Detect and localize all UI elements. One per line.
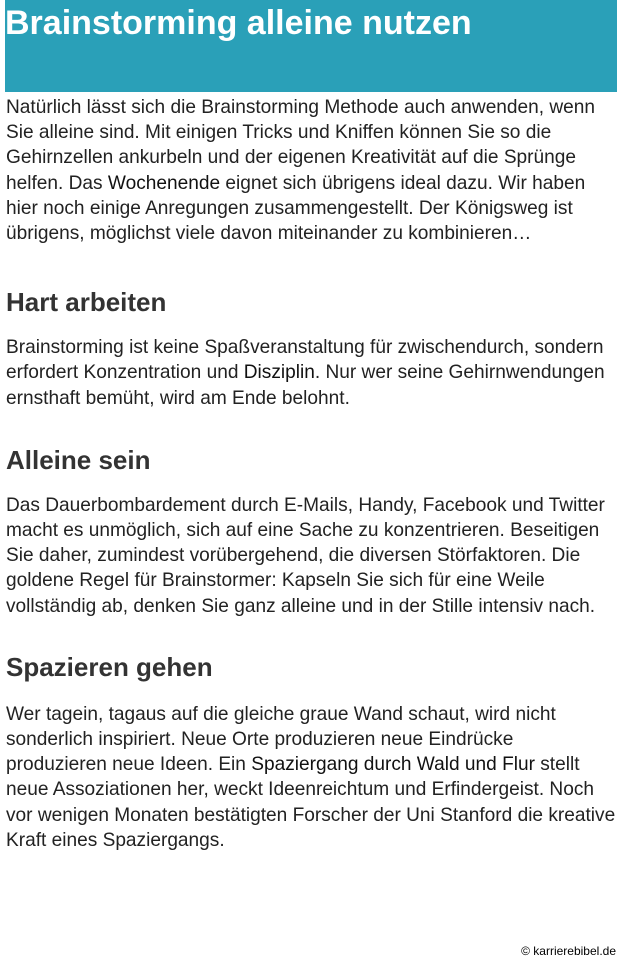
section-heading-hart-arbeiten: Hart arbeiten — [6, 287, 167, 318]
spazieren-gehen-text-start: Wer tagein, tagaus auf die gleiche graue Wand schaut, wird nicht sonderlich inspiriert. Neue Orte produzieren neue Eindrücke produzieren neue Ideen. Ein — [6, 703, 556, 776]
hart-arbeiten-text-end: . Nur wer seine Gehirnwendungen ernsthaft bemüht, wird am Ende belohnt. — [6, 362, 605, 409]
spazieren-gehen-text-end: stellt neue Assoziationen her, weckt Ideenreichtum und Erfindergeist. Noch vor wenigen Monaten bestätigten Forscher der Uni Stanford die kreative Kraft eines Spaziergangs. — [6, 754, 616, 851]
section-heading-alleine-sein: Alleine sein — [6, 444, 151, 475]
intro-text-start: Natürlich lässt sich die Brainstorming Methode auch anwenden, wenn Sie alleine sind. Mit einigen Tricks und Kniffen können Sie so die Gehirnzellen ankurbeln und der eigenen Kreativität auf die Sprünge helfen. Das — [6, 97, 596, 194]
article-body — [6, 93, 616, 853]
spaziergang-link[interactable]: Spaziergang durch Wald und Flur — [251, 754, 535, 776]
page-title: Brainstorming alleine nutzen — [5, 4, 472, 42]
disziplin-link[interactable]: Disziplin — [243, 362, 315, 384]
section-paragraph-alleine-sein: Das Dauerbombardement durch E-Mails, Handy, Facebook und Twitter macht es unmöglich, sich auf eine Sache zu konzentrieren. Beseitigen Sie daher, zumindest vorübergehend, die diversen Störfaktoren. Die goldene Regel für Brainstormer: Kapseln Sie sich für eine Weile vollständig ab, denken Sie ganz alleine und in der Stille intensiv nach. — [6, 494, 605, 617]
wochenende-link[interactable]: Wochenende — [107, 172, 221, 194]
copyright-notice: © karrierebibel.de — [521, 944, 616, 958]
section-paragraph-hart-arbeiten — [6, 335, 616, 411]
section-paragraph-spazieren-gehen — [6, 702, 616, 853]
intro-paragraph — [6, 95, 616, 246]
intro-text-end: eignet sich übrigens ideal dazu. Wir haben hier noch einige Anregungen zusammengestellt. Der Königsweg ist übrigens, möglichst viele davon miteinander zu kombinieren… — [6, 172, 586, 245]
section-heading-spazieren-gehen: Spazieren gehen — [6, 651, 213, 682]
hart-arbeiten-text-start: Brainstorming ist keine Spaßveranstaltung für zwischendurch, sondern erfordert Konzentration und — [6, 337, 604, 384]
